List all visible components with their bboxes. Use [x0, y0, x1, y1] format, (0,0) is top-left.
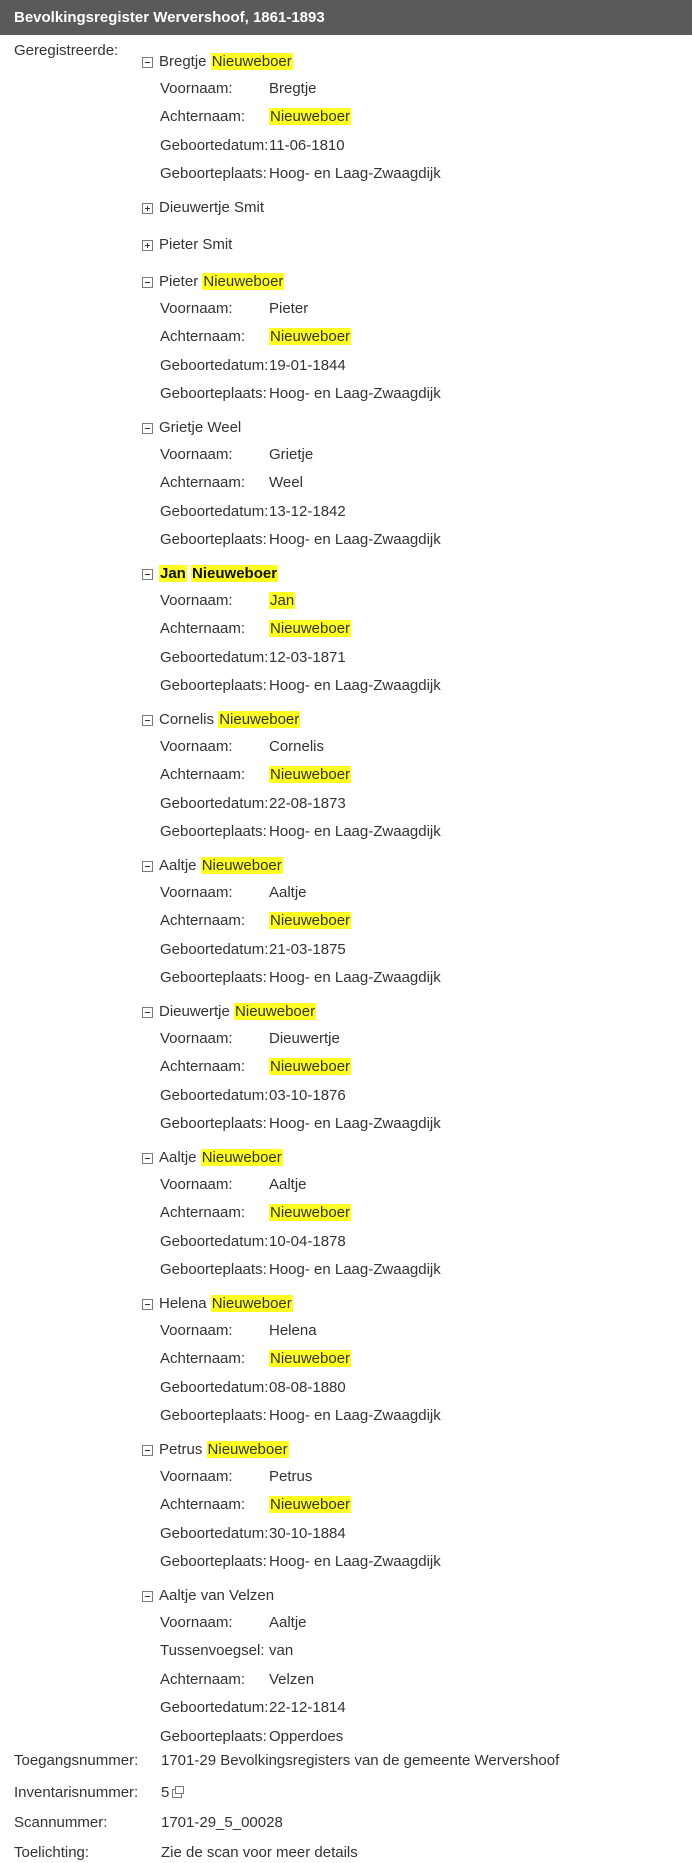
achternaam-value-text: Nieuweboer	[270, 766, 351, 784]
voornaam-label: Voornaam:	[160, 1467, 233, 1485]
achternaam-value-text: Nieuweboer	[270, 1350, 351, 1368]
inventaris-label: Inventarisnummer:	[14, 1784, 139, 1801]
achternaam-row	[142, 615, 682, 644]
geboortedatum-value	[269, 1087, 346, 1104]
voornaam-value	[269, 1614, 307, 1631]
geboortedatum-label: Geboortedatum:	[160, 1524, 269, 1542]
geboorteplaats-row	[142, 1256, 682, 1285]
scan-value: 1701-29_5_00028	[161, 1814, 283, 1831]
geboortedatum-label: Geboortedatum:	[160, 136, 269, 154]
person-header[interactable]	[142, 708, 682, 732]
person-entry	[142, 1584, 682, 1751]
person-header[interactable]	[142, 416, 682, 440]
person-name[interactable]	[159, 711, 300, 729]
geboortedatum-label: Geboortedatum:	[160, 794, 269, 812]
person-name[interactable]	[159, 565, 278, 583]
geboortedatum-label: Geboortedatum:	[160, 648, 269, 666]
geboortedatum-row	[142, 935, 682, 964]
achternaam-row	[142, 1345, 682, 1374]
achternaam-value-text: Nieuweboer	[270, 1496, 351, 1514]
geboortedatum-value-text: 30-10-1884	[269, 1524, 346, 1542]
geboortedatum-value-text: 03-10-1876	[269, 1086, 346, 1104]
achternaam-value-text: Nieuweboer	[270, 912, 351, 930]
geboorteplaats-value	[269, 385, 441, 402]
toelichting-value: Zie de scan voor meer details	[161, 1844, 358, 1861]
geboortedatum-row	[142, 789, 682, 818]
voornaam-row	[142, 586, 682, 615]
voornaam-row	[142, 732, 682, 761]
achternaam-row	[142, 103, 682, 132]
person-first-name: Jan	[160, 565, 186, 582]
person-first-name: Helena	[159, 1295, 207, 1312]
voornaam-row	[142, 1024, 682, 1053]
voornaam-row	[142, 294, 682, 323]
geboorteplaats-value	[269, 1261, 441, 1278]
achternaam-row	[142, 761, 682, 790]
geboortedatum-label: Geboortedatum:	[160, 940, 269, 958]
person-name[interactable]	[159, 1149, 283, 1167]
geboortedatum-value-text: 19-01-1844	[269, 356, 346, 374]
geboorteplaats-row	[142, 160, 682, 189]
voornaam-value-text: Cornelis	[269, 737, 325, 755]
achternaam-value	[269, 912, 351, 929]
scan-label: Scannummer:	[14, 1814, 108, 1831]
collapse-minus-icon[interactable]	[142, 1445, 153, 1456]
person-name[interactable]	[159, 1441, 289, 1459]
collapse-minus-icon[interactable]	[142, 57, 153, 68]
achternaam-row	[142, 1199, 682, 1228]
achternaam-row	[142, 1491, 682, 1520]
expand-plus-icon[interactable]	[142, 203, 153, 214]
geboorteplaats-label: Geboorteplaats:	[160, 1261, 267, 1279]
geboorteplaats-value	[269, 1728, 343, 1745]
toegang-label: Toegangsnummer:	[14, 1752, 139, 1769]
geboortedatum-row	[142, 497, 682, 526]
person-entry	[142, 1438, 682, 1576]
person-name-text: Dieuwertje Smit	[159, 199, 265, 216]
person-header[interactable]	[142, 196, 682, 220]
geboorteplaats-row	[142, 964, 682, 993]
collapse-minus-icon[interactable]	[142, 1153, 153, 1164]
person-header[interactable]	[142, 1438, 682, 1462]
person-first-name: Petrus	[159, 1441, 203, 1458]
voornaam-value-text: Aaltje	[269, 1175, 307, 1193]
geboortedatum-value-text: 13-12-1842	[269, 502, 346, 520]
geboorteplaats-value-text: Hoog- en Laag-Zwaagdijk	[269, 165, 441, 183]
voornaam-label: Voornaam:	[160, 299, 233, 317]
person-entry	[142, 50, 682, 188]
person-name[interactable]	[159, 273, 284, 291]
achternaam-label: Achternaam:	[160, 1670, 246, 1688]
geboortedatum-label: Geboortedatum:	[160, 1086, 269, 1104]
person-header[interactable]	[142, 1292, 682, 1316]
achternaam-label: Achternaam:	[160, 1496, 246, 1514]
geboortedatum-row	[142, 643, 682, 672]
geboorteplaats-label: Geboorteplaats:	[160, 1727, 267, 1745]
geboorteplaats-label: Geboorteplaats:	[160, 385, 267, 403]
tussenvoegsel-value	[269, 1642, 293, 1659]
voornaam-label: Voornaam:	[160, 1321, 233, 1339]
geboorteplaats-value-text: Hoog- en Laag-Zwaagdijk	[269, 1115, 441, 1133]
person-last-name: Nieuweboer	[211, 53, 292, 70]
registered-label: Geregistreerde:	[14, 42, 119, 59]
achternaam-value-text: Nieuweboer	[270, 328, 351, 346]
voornaam-value	[269, 446, 313, 463]
achternaam-value	[269, 1350, 351, 1367]
achternaam-value-text: Nieuweboer	[270, 620, 351, 638]
voornaam-label: Voornaam:	[160, 1175, 233, 1193]
collapse-minus-icon[interactable]	[142, 861, 153, 872]
voornaam-row	[142, 1316, 682, 1345]
person-name[interactable]	[159, 1587, 274, 1605]
geboorteplaats-row	[142, 526, 682, 555]
geboortedatum-value	[269, 941, 346, 958]
voornaam-value-text: Grietje	[269, 445, 314, 463]
geboortedatum-row	[142, 131, 682, 160]
collapse-minus-icon[interactable]	[142, 569, 153, 580]
person-header[interactable]	[142, 854, 682, 878]
person-header[interactable]	[142, 1146, 682, 1170]
voornaam-label: Voornaam:	[160, 1613, 233, 1631]
tussenvoegsel-row	[142, 1637, 682, 1666]
collapse-minus-icon[interactable]	[142, 715, 153, 726]
geboortedatum-row	[142, 351, 682, 380]
geboorteplaats-label: Geboorteplaats:	[160, 531, 267, 549]
achternaam-value	[269, 1496, 351, 1513]
geboortedatum-row	[142, 1227, 682, 1256]
geboortedatum-label: Geboortedatum:	[160, 1699, 269, 1717]
geboorteplaats-row	[142, 380, 682, 409]
person-header[interactable]	[142, 233, 682, 257]
geboortedatum-row	[142, 1373, 682, 1402]
person-name[interactable]	[159, 199, 264, 217]
achternaam-value	[269, 108, 351, 125]
geboorteplaats-label: Geboorteplaats:	[160, 1553, 267, 1571]
achternaam-label: Achternaam:	[160, 1204, 246, 1222]
geboorteplaats-value-text: Hoog- en Laag-Zwaagdijk	[269, 823, 441, 841]
geboortedatum-value	[269, 1699, 346, 1716]
person-entry	[142, 233, 682, 257]
person-last-name: Nieuweboer	[192, 565, 278, 582]
collapse-minus-icon[interactable]	[142, 277, 153, 288]
tussenvoegsel-label: Tussenvoegsel:	[160, 1642, 265, 1660]
voornaam-value	[269, 1322, 317, 1339]
toegang-row	[14, 1752, 684, 1770]
geboorteplaats-row	[142, 1110, 682, 1139]
geboortedatum-value	[269, 137, 345, 154]
geboorteplaats-value-text: Hoog- en Laag-Zwaagdijk	[269, 969, 441, 987]
geboortedatum-value	[269, 649, 346, 666]
person-name[interactable]	[159, 419, 241, 437]
person-entry	[142, 270, 682, 408]
voornaam-value-text: Jan	[270, 591, 295, 609]
voornaam-row	[142, 1170, 682, 1199]
inventaris-row	[14, 1784, 684, 1802]
geboorteplaats-value	[269, 165, 441, 182]
toelichting-row	[14, 1844, 684, 1862]
achternaam-row	[142, 907, 682, 936]
achternaam-value-text: Nieuweboer	[270, 1058, 351, 1076]
achternaam-value-text: Nieuweboer	[270, 1204, 351, 1222]
geboortedatum-value	[269, 1379, 346, 1396]
person-entry	[142, 854, 682, 992]
achternaam-row	[142, 1665, 682, 1694]
person-name-text: Grietje Weel	[159, 419, 242, 436]
voornaam-value-text: Bregtje	[269, 79, 317, 97]
geboorteplaats-row	[142, 1402, 682, 1431]
geboortedatum-label: Geboortedatum:	[160, 1378, 269, 1396]
geboorteplaats-row	[142, 1548, 682, 1577]
achternaam-value	[269, 1204, 351, 1221]
achternaam-label: Achternaam:	[160, 108, 246, 126]
geboorteplaats-value-text: Hoog- en Laag-Zwaagdijk	[269, 1261, 441, 1279]
voornaam-value	[269, 884, 307, 901]
achternaam-value	[269, 1671, 314, 1688]
person-entry	[142, 416, 682, 554]
person-entry	[142, 1000, 682, 1138]
geboortedatum-value	[269, 1233, 346, 1250]
geboorteplaats-value	[269, 1407, 441, 1424]
voornaam-value-text: Aaltje	[269, 883, 307, 901]
achternaam-value-text: Velzen	[269, 1670, 315, 1688]
voornaam-label: Voornaam:	[160, 737, 233, 755]
person-name[interactable]	[159, 1003, 316, 1021]
geboorteplaats-value	[269, 823, 441, 840]
achternaam-row	[142, 323, 682, 352]
achternaam-row	[142, 1053, 682, 1082]
expand-plus-icon[interactable]	[142, 240, 153, 251]
voornaam-row	[142, 440, 682, 469]
person-last-name: Nieuweboer	[201, 1149, 282, 1166]
achternaam-value-text: Nieuweboer	[270, 108, 351, 126]
voornaam-label: Voornaam:	[160, 445, 233, 463]
inventaris-value[interactable]: 5	[161, 1784, 170, 1801]
geboortedatum-row	[142, 1519, 682, 1548]
geboortedatum-value	[269, 1525, 346, 1542]
voornaam-label: Voornaam:	[160, 79, 233, 97]
person-header[interactable]	[142, 1584, 682, 1608]
person-first-name: Cornelis	[159, 711, 215, 728]
person-header[interactable]	[142, 562, 682, 586]
person-entry	[142, 1146, 682, 1284]
person-header[interactable]	[142, 50, 682, 74]
person-name[interactable]	[159, 857, 283, 875]
geboorteplaats-value-text: Hoog- en Laag-Zwaagdijk	[269, 531, 441, 549]
voornaam-label: Voornaam:	[160, 591, 233, 609]
voornaam-value	[269, 738, 324, 755]
person-last-name: Nieuweboer	[203, 273, 284, 290]
geboortedatum-value	[269, 503, 346, 520]
achternaam-label: Achternaam:	[160, 766, 246, 784]
person-first-name: Pieter	[159, 273, 199, 290]
geboorteplaats-value-text: Hoog- en Laag-Zwaagdijk	[269, 385, 441, 403]
voornaam-label: Voornaam:	[160, 883, 233, 901]
voornaam-value-text: Dieuwertje	[269, 1029, 340, 1047]
achternaam-value	[269, 620, 351, 637]
geboortedatum-value-text: 11-06-1810	[269, 136, 345, 154]
geboortedatum-value-text: 21-03-1875	[269, 940, 346, 958]
achternaam-value-text: Weel	[269, 474, 303, 492]
person-name-text: Aaltje van Velzen	[159, 1587, 275, 1604]
geboortedatum-label: Geboortedatum:	[160, 1232, 269, 1250]
geboorteplaats-value-text: Opperdoes	[269, 1727, 344, 1745]
page-title: Bevolkingsregister Wervershoof, 1861-1893	[0, 0, 692, 35]
achternaam-row	[142, 469, 682, 498]
person-last-name: Nieuweboer	[219, 711, 300, 728]
voornaam-row	[142, 878, 682, 907]
geboortedatum-value-text: 22-08-1873	[269, 794, 346, 812]
person-last-name: Nieuweboer	[201, 857, 282, 874]
geboorteplaats-value	[269, 969, 441, 986]
achternaam-value	[269, 1058, 351, 1075]
geboorteplaats-value	[269, 677, 441, 694]
geboorteplaats-value	[269, 1115, 441, 1132]
person-name-text: Pieter Smit	[159, 236, 233, 253]
geboortedatum-row	[142, 1694, 682, 1723]
geboorteplaats-label: Geboorteplaats:	[160, 823, 267, 841]
person-last-name: Nieuweboer	[211, 1295, 292, 1312]
geboorteplaats-label: Geboorteplaats:	[160, 1407, 267, 1425]
achternaam-label: Achternaam:	[160, 1350, 246, 1368]
geboorteplaats-value	[269, 1553, 441, 1570]
person-first-name: Dieuwertje	[159, 1003, 230, 1020]
geboorteplaats-value-text: Hoog- en Laag-Zwaagdijk	[269, 1407, 441, 1425]
voornaam-row	[142, 1462, 682, 1491]
achternaam-value	[269, 474, 303, 491]
geboorteplaats-row	[142, 1722, 682, 1751]
external-link-icon[interactable]	[172, 1789, 182, 1798]
geboorteplaats-label: Geboorteplaats:	[160, 165, 267, 183]
tussenvoegsel-value-text: van	[269, 1642, 294, 1660]
voornaam-value	[269, 1176, 307, 1193]
collapse-minus-icon[interactable]	[142, 1007, 153, 1018]
voornaam-row	[142, 1608, 682, 1637]
person-first-name: Aaltje	[159, 1149, 197, 1166]
voornaam-value-text: Pieter	[269, 299, 309, 317]
achternaam-label: Achternaam:	[160, 1058, 246, 1076]
voornaam-value	[269, 592, 295, 609]
achternaam-label: Achternaam:	[160, 620, 246, 638]
geboorteplaats-label: Geboorteplaats:	[160, 1115, 267, 1133]
person-last-name: Nieuweboer	[235, 1003, 316, 1020]
geboortedatum-value-text: 08-08-1880	[269, 1378, 346, 1396]
person-first-name: Bregtje	[159, 53, 207, 70]
person-header[interactable]	[142, 1000, 682, 1024]
geboortedatum-label: Geboortedatum:	[160, 356, 269, 374]
achternaam-label: Achternaam:	[160, 474, 246, 492]
collapse-minus-icon[interactable]	[142, 423, 153, 434]
geboortedatum-row	[142, 1081, 682, 1110]
person-name[interactable]	[159, 236, 232, 254]
geboortedatum-label: Geboortedatum:	[160, 502, 269, 520]
voornaam-value	[269, 1030, 340, 1047]
geboorteplaats-value-text: Hoog- en Laag-Zwaagdijk	[269, 1553, 441, 1571]
collapse-minus-icon[interactable]	[142, 1299, 153, 1310]
person-entry	[142, 196, 682, 220]
inventaris-value-wrap[interactable]	[161, 1784, 182, 1802]
voornaam-value-text: Petrus	[269, 1467, 313, 1485]
person-header[interactable]	[142, 270, 682, 294]
achternaam-value	[269, 766, 351, 783]
toelichting-label: Toelichting:	[14, 1844, 90, 1861]
toegang-value: 1701-29 Bevolkingsregisters van de gemeente Wervershoof	[161, 1752, 560, 1769]
person-entry	[142, 562, 682, 700]
geboortedatum-value-text: 12-03-1871	[269, 648, 346, 666]
person-list	[142, 50, 682, 1759]
voornaam-row	[142, 74, 682, 103]
person-first-name: Aaltje	[159, 857, 197, 874]
geboorteplaats-value	[269, 531, 441, 548]
geboorteplaats-value-text: Hoog- en Laag-Zwaagdijk	[269, 677, 441, 695]
geboortedatum-value-text: 22-12-1814	[269, 1699, 346, 1717]
geboorteplaats-row	[142, 672, 682, 701]
person-entry	[142, 708, 682, 846]
person-last-name: Nieuweboer	[207, 1441, 288, 1458]
person-name[interactable]	[159, 53, 293, 71]
voornaam-label: Voornaam:	[160, 1029, 233, 1047]
person-entry	[142, 1292, 682, 1430]
achternaam-value	[269, 328, 351, 345]
voornaam-value	[269, 1468, 312, 1485]
geboortedatum-value	[269, 357, 346, 374]
voornaam-value	[269, 80, 317, 97]
geboorteplaats-row	[142, 818, 682, 847]
achternaam-label: Achternaam:	[160, 912, 246, 930]
geboortedatum-value	[269, 795, 346, 812]
voornaam-value-text: Aaltje	[269, 1613, 307, 1631]
achternaam-label: Achternaam:	[160, 328, 246, 346]
geboorteplaats-label: Geboorteplaats:	[160, 969, 267, 987]
voornaam-value-text: Helena	[269, 1321, 317, 1339]
geboorteplaats-label: Geboorteplaats:	[160, 677, 267, 695]
person-name[interactable]	[159, 1295, 293, 1313]
collapse-minus-icon[interactable]	[142, 1591, 153, 1602]
geboortedatum-value-text: 10-04-1878	[269, 1232, 346, 1250]
voornaam-value	[269, 300, 308, 317]
scan-row	[14, 1814, 684, 1832]
